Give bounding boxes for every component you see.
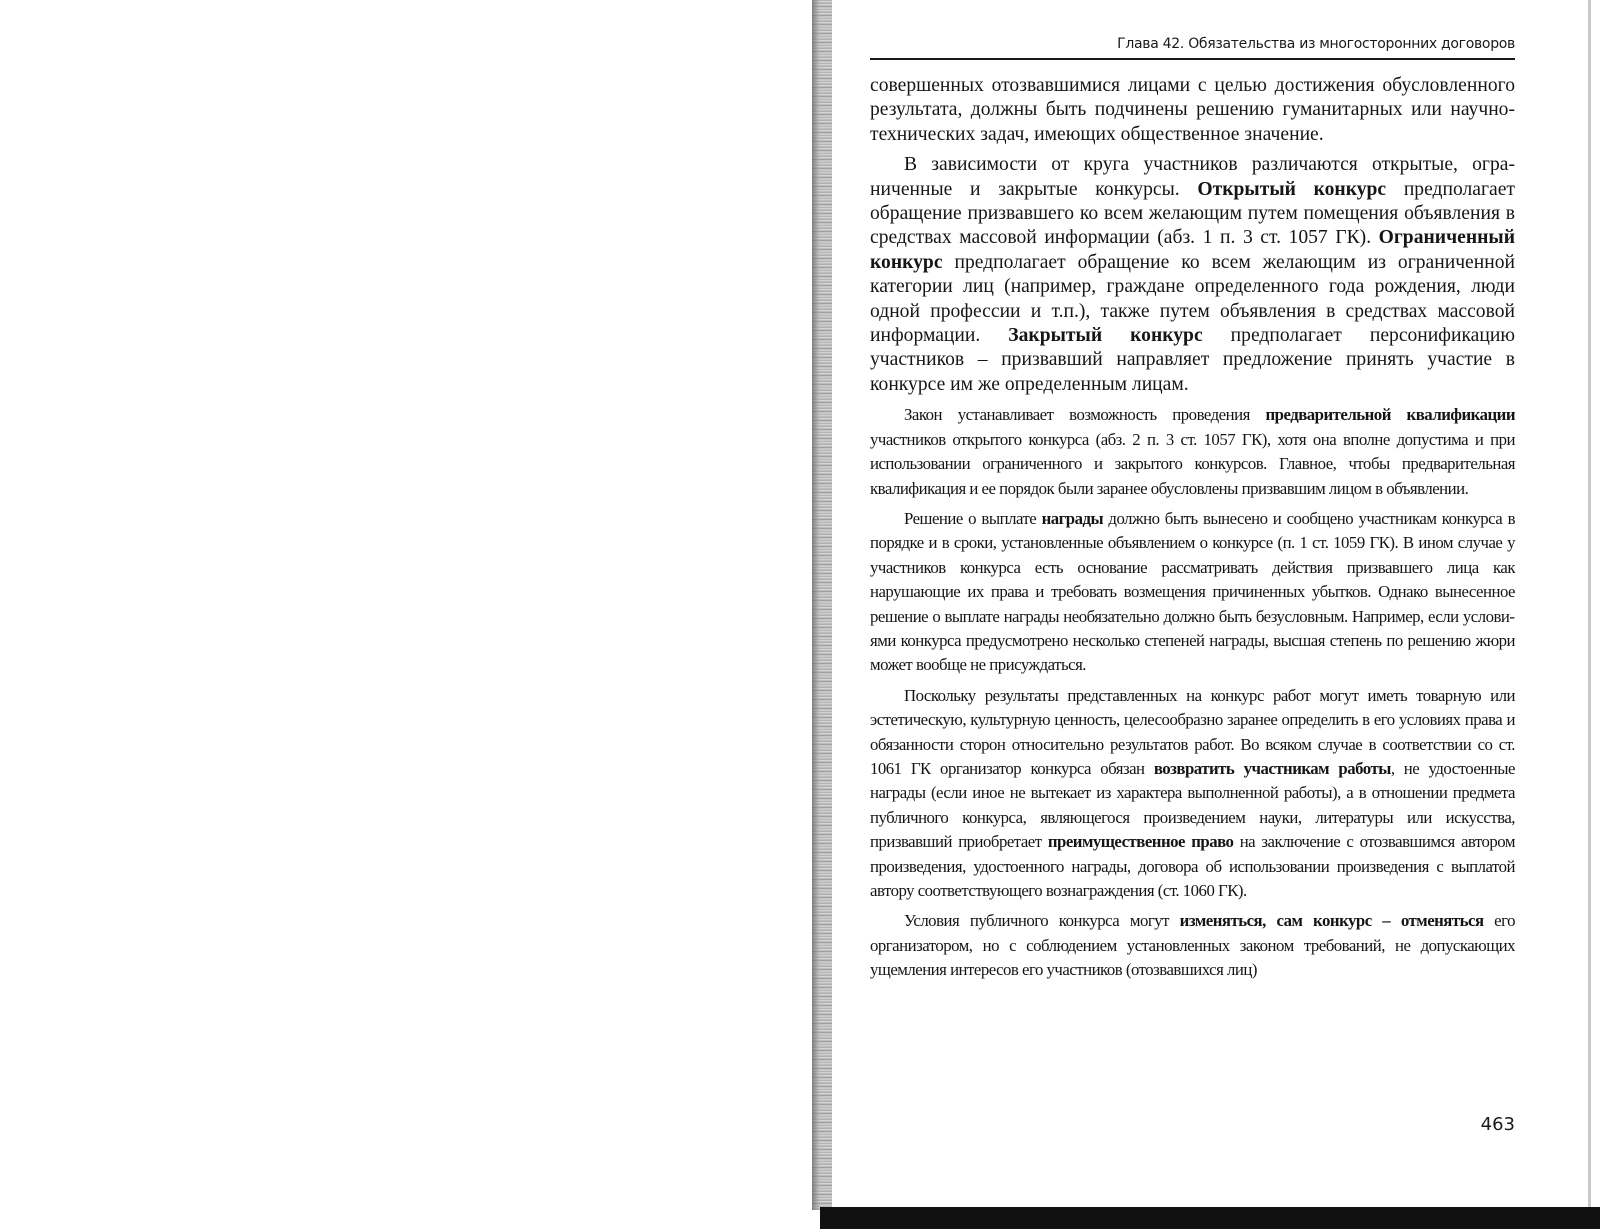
paragraph-text: Закон устанавливает возможность проведения	[904, 405, 1266, 425]
running-head: Глава 42. Обязательства из многосторонних договоров	[870, 36, 1515, 60]
page-right-edge	[1588, 0, 1591, 1207]
term-prequalification: предварительной квалификации	[1265, 405, 1515, 425]
paragraph-text: Условия публичного конкурса могут	[904, 911, 1180, 931]
paragraph-text: Поскольку результаты представленных на конкурс работ могут иметь товарную или эстетическую, культурную ценность, целесообразно заранее определить в его условиях права и обязанности сторон относительно результатов работ. Во всяком случае в соответствии со ст. 1061 ГК организатор конкурса обязан	[870, 685, 1515, 778]
paragraph-text: совершенных отозвавшимися лицами с целью достижения обусловленного результата, должны быть подчинены решению гуманитарных или научно-технических задач, имеющих общественное значение.	[870, 75, 1515, 145]
paragraph-award	[870, 507, 1515, 678]
paragraph-text: предполагает обращение призвавшего ко всем желающим путем помещения объявления в средствах массовой информации (абз. 1 п. 3 ст. 1057 ГК).	[870, 178, 1515, 249]
paragraph-text: его организатором, но с соблюдением установленных законом требований, не допускающих ущемления интересов его участников (отозвавшихся лиц)	[870, 911, 1515, 980]
paragraph-text: , не удостоенные награды (если иное не вытекает из характера выполненной работы), а в отношении предмета публичного конкурса, являющегося произведением науки, литературы или искусства, призвавший приобретает	[870, 758, 1516, 852]
term-preemptive-right: преимущественное право	[1047, 832, 1234, 852]
page-number: 463	[1480, 1114, 1515, 1135]
paragraph-text: В зависимости от круга участников различаются открытые, ограниченные и закрытые конкурсы.	[870, 154, 1515, 200]
paragraph-works-rights	[870, 684, 1515, 904]
paragraph-text: участников открытого конкурса (абз. 2 п. 3 ст. 1057 ГК), хотя она вполне допустима и при использовании ограниченного и закрытого конкурсов. Главное, чтобы предварительная квалификация и ее порядок были заранее обусловлены призвавшим лицом в объявлении.	[870, 429, 1515, 498]
paragraph-text: предполагает обращение ко всем желающим из ограниченной категории лиц (например, граждане определенного года рождения, люди одной профессии и т.п.), также путем объявления в средствах массовой информации.	[870, 251, 1515, 347]
paragraph-contest-types	[870, 153, 1515, 397]
paragraph-contest-changes	[870, 909, 1515, 982]
book-page	[870, 36, 1516, 1135]
book-spine-edge	[812, 0, 820, 1210]
paragraph-continuation	[870, 74, 1515, 147]
paragraph-prequalification	[870, 403, 1515, 501]
paragraph-text: предполагает персонификацию участников – призвавший направляет предложение принять участие в конкурсе им же определенным лицам.	[870, 325, 1515, 395]
paragraph-text: Решение о выплате	[904, 508, 1042, 528]
term-limited-contest: Ограниченный конкурс	[870, 227, 1515, 273]
term-closed-contest: Закрытый конкурс	[1008, 325, 1203, 347]
paragraph-text: должно быть вынесено и сообщено участникам конкурса в порядке и в сроки, установленные объявлением о конкурсе (п. 1 ст. 1059 ГК). В ином случае у участников конкурса есть основание рассматривать действия призвавшего лица как нарушающие их права и требовать возмещения причиненных убытков. Однако вынесенное решение о выплате награды необязательно должно быть безусловным. Например, если условиями конкурса предусмотрено несколько степеней награды, высшая степень по решению жюри может вообще не присуждаться.	[870, 508, 1515, 675]
scan-bottom-border	[820, 1207, 1600, 1229]
paragraph-text: на заключение с отозвавшимся автором произведения, удостоенного награды, договора об использовании произведения с выплатой автору соответствующего вознаграждения (ст. 1060 ГК).	[870, 832, 1515, 900]
term-return-works: возвратить участникам работы	[1153, 758, 1391, 778]
term-award: награды	[1041, 508, 1104, 528]
term-open-contest: Открытый конкурс	[1197, 178, 1387, 200]
term-change-cancel: изменяться, сам конкурс – отменяться	[1179, 911, 1484, 931]
